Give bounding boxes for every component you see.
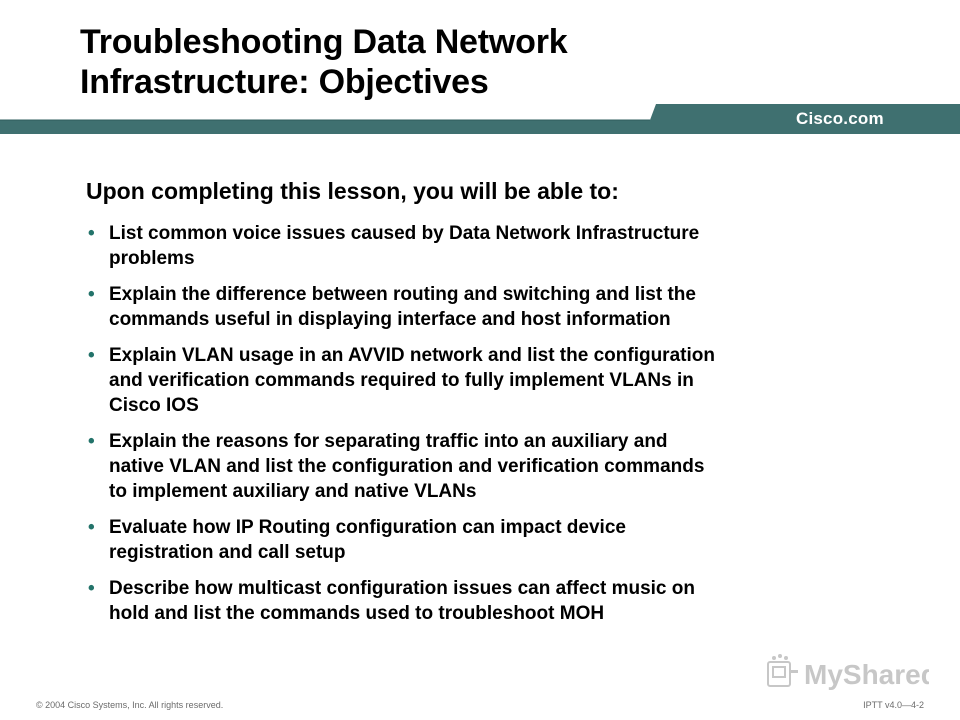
objective-line: to implement auxiliary and native VLANs: [109, 481, 477, 502]
bullet-icon: •: [88, 517, 95, 538]
objective-line: Explain the reasons for separating traffic into an auxiliary and: [109, 431, 668, 452]
objective-item: [88, 343, 888, 418]
objective-line: registration and call setup: [109, 542, 346, 563]
intro-text: Upon completing this lesson, you will be able to:: [86, 178, 619, 204]
objective-line: Explain VLAN usage in an AVVID network and list the configuration: [109, 345, 715, 366]
objective-line: Explain the difference between routing and switching and list the: [109, 284, 696, 305]
objective-line: List common voice issues caused by Data Network Infrastructure: [109, 223, 700, 244]
slide-title: [80, 22, 720, 102]
objective-line: Describe how multicast configuration issues can affect music on: [109, 578, 695, 599]
brand-label: Cisco.com: [796, 109, 884, 128]
objective-line: hold and list the commands used to troubleshoot MOH: [109, 603, 605, 624]
objective-line: native VLAN and list the configuration and verification commands: [109, 456, 705, 477]
objective-line: Evaluate how IP Routing configuration can impact device: [109, 517, 626, 538]
objective-line: commands useful in displaying interface and host information: [109, 309, 671, 330]
objective-line: and verification commands required to fully implement VLANs in: [109, 370, 694, 391]
objective-item: [88, 429, 888, 504]
bullet-icon: •: [88, 578, 95, 599]
bullet-icon: •: [88, 431, 95, 452]
objective-item: [88, 282, 888, 332]
myshared-logo-icon: [764, 652, 929, 694]
bullet-icon: •: [88, 223, 95, 244]
objective-line: problems: [109, 248, 195, 269]
objective-item: [88, 576, 888, 626]
watermark-text: MyShared: [804, 659, 929, 690]
copyright-text: © 2004 Cisco Systems, Inc. All rights reserved.: [36, 700, 224, 710]
bullet-icon: •: [88, 284, 95, 305]
slide-number: IPTT v4.0—4-2: [863, 700, 924, 710]
bullet-icon: •: [88, 345, 95, 366]
objective-item: [88, 221, 888, 271]
objective-line: Cisco IOS: [109, 395, 199, 416]
objectives-list: [88, 221, 888, 637]
objective-item: [88, 515, 888, 565]
title-line-1: Troubleshooting Data Network: [80, 23, 568, 61]
title-line-2: Infrastructure: Objectives: [80, 63, 489, 101]
